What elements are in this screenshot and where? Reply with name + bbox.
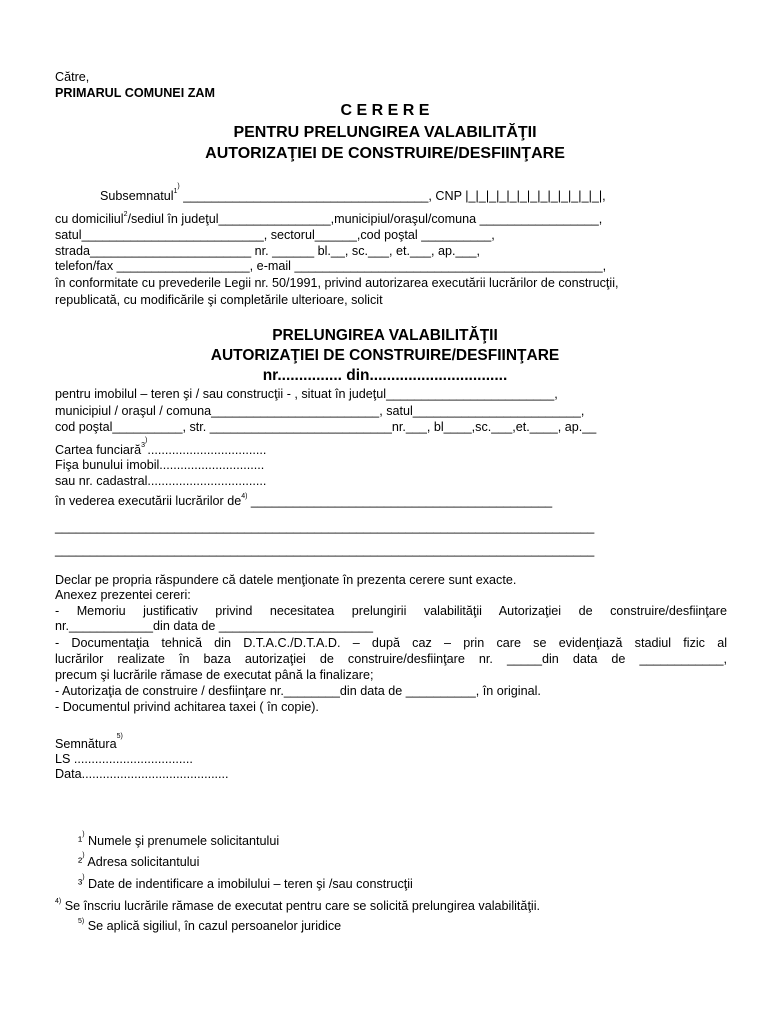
footnote-2-mark: ² <box>78 855 83 869</box>
works-label: în vederea executării lucrărilor de <box>55 494 242 508</box>
cadastral-line: sau nr. cadastral.................................. <box>55 474 267 488</box>
property-sheet-line: Fişa bunului imobil.............................. <box>55 458 265 472</box>
ls-line: LS .................................. <box>55 752 193 766</box>
footnote-4 <box>55 899 540 914</box>
annex-item-1a: - Memoriu justificativ privind necesitatea prelungirii valabilităţii Autorizaţiei de construire/desfiinţare <box>55 604 727 618</box>
title-cerere: C E R E R E <box>340 102 430 119</box>
domicile-field: /sediul în judeţul________________,municipiul/oraşul/comuna _________________, <box>127 212 603 226</box>
footnote-5-sup: 5) <box>78 918 85 925</box>
footnote-3-text: Date de indentificare a imobilului – teren şi /sau construcţii <box>88 877 413 891</box>
date-line: Data.......................................... <box>55 767 229 781</box>
addressee-name: PRIMARUL COMUNEI ZAM <box>55 86 215 100</box>
domicile-label: cu domiciliul <box>55 212 124 226</box>
property-line2: municipiul / oraşul / comuna________________________, satul________________________, <box>55 404 585 418</box>
footnote-ref-2: 2 <box>123 211 128 218</box>
land-book-label: Cartea funciară <box>55 443 142 457</box>
footnote-3-mark: ³ <box>78 877 83 891</box>
village-line: satul__________________________, sectorul______,cod poştal __________, <box>55 228 495 242</box>
request-line1: PRELUNGIREA VALABILITĂŢII <box>272 327 498 344</box>
conformity-line: în conformitate cu prevederile Legii nr. 50/1991, privind autorizarea executării lucrărilor de construcţii, <box>55 276 619 290</box>
signature-label: Semnătura <box>55 737 117 751</box>
works-blank-2: _____________________________________________________________________________ <box>55 543 595 557</box>
request-line2: AUTORIZAŢIEI DE CONSTRUIRE/DESFIINŢARE <box>210 347 560 364</box>
footnote-4-sup: 4) <box>55 898 62 905</box>
undersigned-label: Subsemnatul <box>100 189 174 203</box>
footnote-4-text: Se înscriu lucrările rămase de executat pentru care se solicită prelungirea valabilităţii. <box>64 899 541 913</box>
annexes-label: Anexez prezentei cereri: <box>55 588 191 602</box>
addressee-to: Către, <box>55 70 90 84</box>
works-blank-1: _____________________________________________________________________________ <box>55 520 595 534</box>
annex-item-2b: lucrărilor realizate în baza autorizaţiei de construire/desfiinţare nr. _____din data de ____________, <box>55 652 727 666</box>
title-line3: AUTORIZAŢIEI DE CONSTRUIRE/DESFIINŢARE <box>205 145 565 162</box>
land-book-line <box>55 437 267 458</box>
footnote-5-text: Se aplică sigiliul, în cazul persoanelor juridice <box>87 919 342 933</box>
footnote-3-sup: ) <box>82 874 85 881</box>
land-book-field: .................................. <box>147 443 267 457</box>
footnote-ref-1-paren: ) <box>177 183 180 190</box>
works-line <box>55 494 552 509</box>
works-field: ___________________________________________ <box>247 494 553 508</box>
footnote-2 <box>78 852 200 870</box>
footnote-1-sup: ) <box>82 831 85 838</box>
annex-item-2c: precum şi lucrările rămase de executat până la finalizare; <box>55 668 374 682</box>
footnote-ref-5: 5) <box>116 733 123 740</box>
footnote-3 <box>78 874 413 892</box>
footnote-5 <box>78 919 341 934</box>
footnote-1 <box>78 831 280 849</box>
footnote-2-sup: ) <box>82 852 85 859</box>
domicile-line <box>55 212 602 227</box>
undersigned-field: ___________________________________, CNP |_|_|_|_|_|_|_|_|_|_|_|_|_|, <box>179 189 606 203</box>
footnote-1-text: Numele şi prenumele solicitantului <box>88 834 280 848</box>
annex-item-2a: - Documentaţia tehnică din D.T.A.C./D.T.A.D. – după caz – prin care se evidenţiază stadiul fizic al <box>55 636 727 650</box>
phone-line: telefon/fax ___________________, e-mail ____________________________________________, <box>55 259 607 273</box>
property-line3: cod poştal__________, str. __________________________nr.___, bl____,sc.___,et.____, ap.__ <box>55 420 597 434</box>
annex-item-3: - Autorizaţia de construire / desfiinţare nr.________din data de __________, în original. <box>55 684 541 698</box>
footnote-ref-3-paren: ) <box>145 437 148 444</box>
property-line1: pentru imobilul – teren şi / sau construcţii - , situat în judeţul________________________, <box>55 387 558 401</box>
street-line: strada_______________________ nr. ______ bl.__, sc.___, et.___, ap.___, <box>55 244 481 258</box>
footnote-ref-4: 4) <box>241 493 248 500</box>
annex-item-1b: nr.____________din data de ______________________ <box>55 619 373 633</box>
signature-line <box>55 733 123 752</box>
title-line2: PENTRU PRELUNGIREA VALABILITĂŢII <box>233 124 537 141</box>
footnote-2-text: Adresa solicitantului <box>87 855 200 869</box>
annex-item-4: - Documentul privind achitarea taxei ( în copie). <box>55 700 319 714</box>
declaration-line: Declar pe propria răspundere că datele menţionate în prezenta cerere sunt exacte. <box>55 573 517 587</box>
footnote-ref-1: 1 <box>173 188 178 195</box>
undersigned-line <box>100 183 606 204</box>
footnote-ref-3: 3 <box>141 442 146 449</box>
republished-line: republicată, cu modificările şi completările ulterioare, solicit <box>55 293 383 307</box>
footnote-1-mark: ¹ <box>78 834 83 848</box>
request-line3: nr............... din................................ <box>262 367 508 384</box>
